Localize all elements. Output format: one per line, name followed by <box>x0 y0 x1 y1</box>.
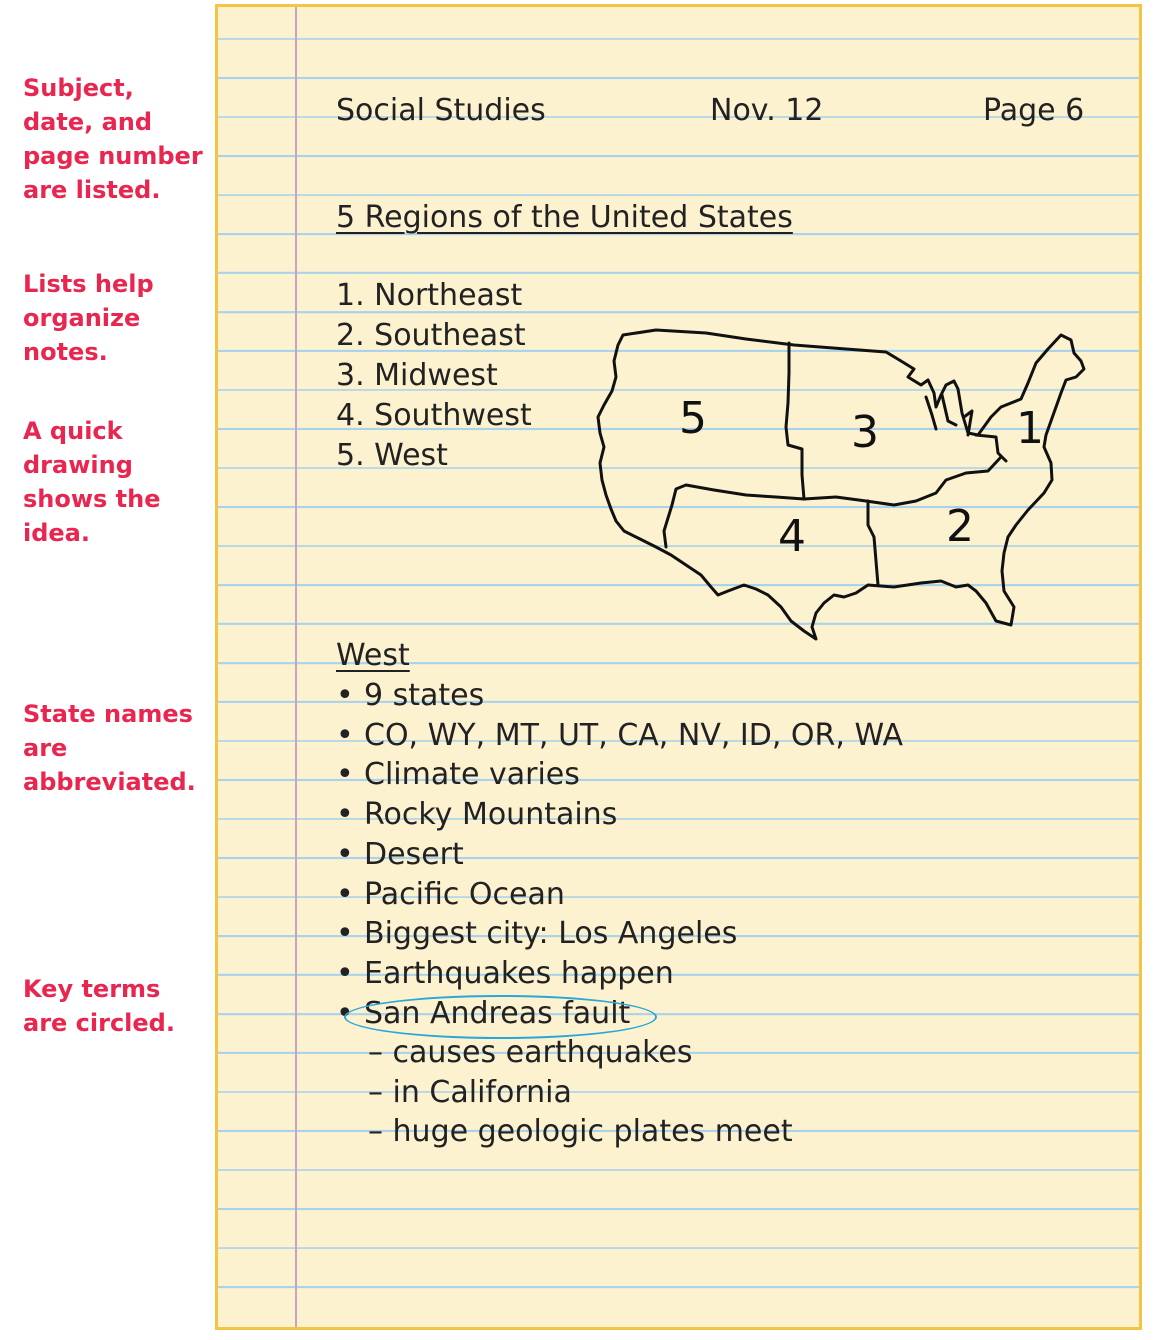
list-item: 3. Midwest <box>336 358 498 393</box>
west-heading: West <box>336 638 410 673</box>
bullet-icon: • <box>336 797 354 833</box>
key-term-text: San Andreas fault <box>364 995 631 1031</box>
list-item: 4. Southwest <box>336 398 532 433</box>
map-label-southwest: 4 <box>778 511 806 562</box>
bullet-icon: • <box>336 876 354 912</box>
list-item <box>336 954 903 994</box>
map-label-midwest: 3 <box>851 407 879 458</box>
list-item: 1. Northeast <box>336 278 523 313</box>
header-subject: Social Studies <box>336 93 546 128</box>
us-regions-map <box>596 325 1106 645</box>
list-item <box>336 875 903 915</box>
annotation-abbreviated: State names are abbreviated. <box>23 700 196 796</box>
border-northeast <box>976 435 1006 461</box>
bullet-icon: • <box>336 678 354 713</box>
bullet-text: Biggest city: Los Angeles <box>364 916 738 952</box>
list-item: 2. Southeast <box>336 318 526 353</box>
header-page-number: Page 6 <box>983 93 1085 128</box>
map-label-southeast: 2 <box>946 501 974 552</box>
header-date: Nov. 12 <box>710 93 824 128</box>
list-item <box>336 676 903 716</box>
bullet-text: CO, WY, MT, UT, CA, NV, ID, OR, WA <box>364 717 904 753</box>
list-item <box>336 716 903 756</box>
bullet-text: 9 states <box>364 678 485 713</box>
list-item: 5. West <box>336 438 448 473</box>
notebook-page <box>215 4 1142 1330</box>
bullet-icon: • <box>336 916 354 952</box>
notes-title: 5 Regions of the United States <box>336 200 793 235</box>
margin-line <box>295 7 297 1327</box>
list-item: – causes earthquakes <box>368 1035 693 1070</box>
west-bullet-list <box>336 676 903 1033</box>
border-west-midwest <box>786 343 804 499</box>
bullet-text: Rocky Mountains <box>364 797 618 833</box>
bullet-icon: • <box>336 757 354 793</box>
list-item <box>336 755 903 795</box>
bullet-icon: • <box>336 995 354 1031</box>
map-label-west: 5 <box>679 393 707 444</box>
map-label-northeast: 1 <box>1016 403 1044 454</box>
bullet-icon: • <box>336 717 354 753</box>
annotation-drawing: A quick drawing shows the idea. <box>23 417 161 547</box>
map-outline <box>598 330 1084 639</box>
region-list <box>336 276 532 476</box>
list-item: – huge geologic plates meet <box>368 1114 793 1150</box>
bullet-icon: • <box>336 836 354 872</box>
border-southwest-southeast <box>868 501 878 585</box>
sub-note-list <box>368 1033 793 1152</box>
list-item: – in California <box>368 1074 572 1110</box>
bullet-text: Climate varies <box>364 757 580 793</box>
great-lakes <box>926 395 972 435</box>
bullet-icon: • <box>336 955 354 991</box>
list-item <box>336 795 903 835</box>
bullet-text: Desert <box>364 836 464 872</box>
annotation-circled: Key terms are circled. <box>23 975 175 1037</box>
list-item <box>336 914 903 954</box>
bullet-text: Pacific Ocean <box>364 876 565 912</box>
bullet-text: Earthquakes happen <box>364 955 674 991</box>
annotation-header: Subject, date, and page number are listed. <box>23 74 203 204</box>
annotation-lists: Lists help organize notes. <box>23 270 154 366</box>
list-item <box>336 835 903 875</box>
border-midwest-south <box>804 457 1001 505</box>
